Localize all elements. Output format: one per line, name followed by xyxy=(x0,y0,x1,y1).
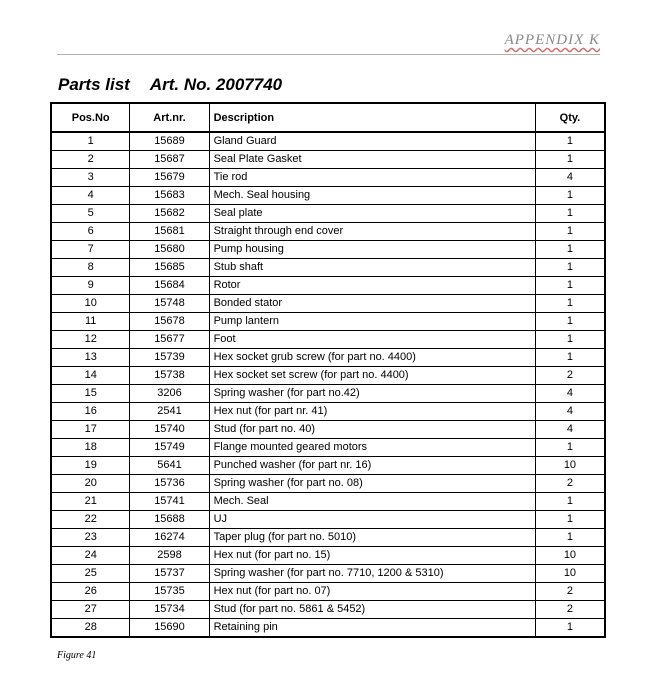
col-header-pos: Pos.No xyxy=(51,103,130,132)
cell-qty: 1 xyxy=(535,349,605,367)
cell-description: Pump lantern xyxy=(209,313,535,331)
cell-qty: 1 xyxy=(535,493,605,511)
page-title xyxy=(58,75,282,95)
cell-description: Hex socket set screw (for part no. 4400) xyxy=(209,367,535,385)
table-row xyxy=(51,457,605,475)
cell-qty: 2 xyxy=(535,367,605,385)
cell-description: Straight through end cover xyxy=(209,223,535,241)
cell-pos: 12 xyxy=(51,331,130,349)
cell-art: 15679 xyxy=(130,169,209,187)
cell-description: Stub shaft xyxy=(209,259,535,277)
cell-description: Seal Plate Gasket xyxy=(209,151,535,169)
table-row xyxy=(51,331,605,349)
cell-art: 15735 xyxy=(130,583,209,601)
cell-pos: 28 xyxy=(51,619,130,638)
cell-qty: 1 xyxy=(535,529,605,547)
cell-art: 15684 xyxy=(130,277,209,295)
table-row xyxy=(51,349,605,367)
table-row xyxy=(51,619,605,638)
cell-art: 16274 xyxy=(130,529,209,547)
cell-pos: 14 xyxy=(51,367,130,385)
cell-description: Stud (for part no. 5861 & 5452) xyxy=(209,601,535,619)
cell-qty: 2 xyxy=(535,475,605,493)
appendix-label: APPENDIX K xyxy=(504,32,600,48)
cell-description: UJ xyxy=(209,511,535,529)
cell-art: 15678 xyxy=(130,313,209,331)
cell-description: Punched washer (for part nr. 16) xyxy=(209,457,535,475)
cell-qty: 4 xyxy=(535,169,605,187)
cell-qty: 1 xyxy=(535,223,605,241)
table-row xyxy=(51,169,605,187)
cell-pos: 2 xyxy=(51,151,130,169)
cell-qty: 1 xyxy=(535,187,605,205)
cell-qty: 1 xyxy=(535,295,605,313)
cell-art: 15738 xyxy=(130,367,209,385)
cell-description: Flange mounted geared motors xyxy=(209,439,535,457)
cell-qty: 1 xyxy=(535,331,605,349)
cell-qty: 1 xyxy=(535,205,605,223)
table-row xyxy=(51,511,605,529)
cell-qty: 10 xyxy=(535,457,605,475)
cell-qty: 1 xyxy=(535,241,605,259)
cell-pos: 9 xyxy=(51,277,130,295)
cell-pos: 19 xyxy=(51,457,130,475)
cell-pos: 20 xyxy=(51,475,130,493)
table-header-row xyxy=(51,103,605,132)
table-row xyxy=(51,421,605,439)
table-row xyxy=(51,241,605,259)
cell-pos: 11 xyxy=(51,313,130,331)
cell-pos: 15 xyxy=(51,385,130,403)
cell-art: 3206 xyxy=(130,385,209,403)
table-row xyxy=(51,187,605,205)
cell-qty: 10 xyxy=(535,565,605,583)
col-header-art: Art.nr. xyxy=(130,103,209,132)
cell-art: 15688 xyxy=(130,511,209,529)
table-row xyxy=(51,151,605,169)
table-row xyxy=(51,493,605,511)
cell-pos: 6 xyxy=(51,223,130,241)
cell-art: 2541 xyxy=(130,403,209,421)
cell-art: 5641 xyxy=(130,457,209,475)
figure-caption: Figure 41 xyxy=(57,650,97,661)
cell-qty: 1 xyxy=(535,313,605,331)
cell-art: 15681 xyxy=(130,223,209,241)
cell-description: Hex socket grub screw (for part no. 4400) xyxy=(209,349,535,367)
cell-pos: 10 xyxy=(51,295,130,313)
cell-pos: 3 xyxy=(51,169,130,187)
table-row xyxy=(51,313,605,331)
cell-description: Pump housing xyxy=(209,241,535,259)
table-row xyxy=(51,439,605,457)
cell-description: Gland Guard xyxy=(209,132,535,151)
cell-description: Hex nut (for part no. 07) xyxy=(209,583,535,601)
table-row xyxy=(51,277,605,295)
cell-art: 15689 xyxy=(130,132,209,151)
cell-pos: 13 xyxy=(51,349,130,367)
cell-pos: 23 xyxy=(51,529,130,547)
cell-qty: 1 xyxy=(535,439,605,457)
parts-table xyxy=(50,102,606,638)
cell-qty: 1 xyxy=(535,277,605,295)
table-row xyxy=(51,475,605,493)
cell-description: Rotor xyxy=(209,277,535,295)
col-header-description: Description xyxy=(209,103,535,132)
table-row xyxy=(51,529,605,547)
table-row xyxy=(51,565,605,583)
cell-art: 15687 xyxy=(130,151,209,169)
cell-pos: 27 xyxy=(51,601,130,619)
col-header-qty: Qty. xyxy=(535,103,605,132)
cell-art: 15741 xyxy=(130,493,209,511)
table-row xyxy=(51,223,605,241)
cell-pos: 21 xyxy=(51,493,130,511)
cell-pos: 16 xyxy=(51,403,130,421)
cell-art: 15682 xyxy=(130,205,209,223)
cell-qty: 1 xyxy=(535,259,605,277)
cell-description: Foot xyxy=(209,331,535,349)
cell-art: 15736 xyxy=(130,475,209,493)
cell-qty: 4 xyxy=(535,385,605,403)
cell-description: Taper plug (for part no. 5010) xyxy=(209,529,535,547)
cell-description: Bonded stator xyxy=(209,295,535,313)
table-row xyxy=(51,367,605,385)
cell-art: 15737 xyxy=(130,565,209,583)
cell-description: Hex nut (for part nr. 41) xyxy=(209,403,535,421)
cell-description: Spring washer (for part no.42) xyxy=(209,385,535,403)
table-row xyxy=(51,403,605,421)
cell-description: Seal plate xyxy=(209,205,535,223)
cell-pos: 22 xyxy=(51,511,130,529)
table-row xyxy=(51,132,605,151)
table-row xyxy=(51,385,605,403)
cell-description: Tie rod xyxy=(209,169,535,187)
table-row xyxy=(51,295,605,313)
cell-pos: 5 xyxy=(51,205,130,223)
cell-pos: 4 xyxy=(51,187,130,205)
cell-art: 2598 xyxy=(130,547,209,565)
cell-pos: 18 xyxy=(51,439,130,457)
cell-art: 15734 xyxy=(130,601,209,619)
title-label: Parts list xyxy=(58,75,130,94)
cell-art: 15683 xyxy=(130,187,209,205)
cell-pos: 25 xyxy=(51,565,130,583)
cell-description: Mech. Seal xyxy=(209,493,535,511)
cell-art: 15680 xyxy=(130,241,209,259)
cell-pos: 8 xyxy=(51,259,130,277)
table-row xyxy=(51,547,605,565)
cell-art: 15677 xyxy=(130,331,209,349)
table-row xyxy=(51,583,605,601)
table-row xyxy=(51,259,605,277)
table-row xyxy=(51,205,605,223)
cell-qty: 2 xyxy=(535,583,605,601)
cell-qty: 1 xyxy=(535,511,605,529)
title-art-number: Art. No. 2007740 xyxy=(149,75,283,94)
cell-pos: 1 xyxy=(51,132,130,151)
cell-description: Mech. Seal housing xyxy=(209,187,535,205)
header-rule xyxy=(57,54,600,55)
cell-description: Stud (for part no. 40) xyxy=(209,421,535,439)
cell-qty: 1 xyxy=(535,151,605,169)
cell-pos: 24 xyxy=(51,547,130,565)
cell-qty: 2 xyxy=(535,601,605,619)
table-row xyxy=(51,601,605,619)
cell-art: 15748 xyxy=(130,295,209,313)
cell-art: 15685 xyxy=(130,259,209,277)
cell-qty: 4 xyxy=(535,421,605,439)
cell-qty: 10 xyxy=(535,547,605,565)
cell-pos: 26 xyxy=(51,583,130,601)
cell-description: Hex nut (for part no. 15) xyxy=(209,547,535,565)
cell-art: 15749 xyxy=(130,439,209,457)
cell-description: Spring washer (for part no. 7710, 1200 & 5310) xyxy=(209,565,535,583)
cell-art: 15740 xyxy=(130,421,209,439)
cell-art: 15739 xyxy=(130,349,209,367)
cell-art: 15690 xyxy=(130,619,209,638)
cell-pos: 17 xyxy=(51,421,130,439)
cell-description: Retaining pin xyxy=(209,619,535,638)
cell-description: Spring washer (for part no. 08) xyxy=(209,475,535,493)
parts-table-body xyxy=(51,132,605,637)
cell-qty: 4 xyxy=(535,403,605,421)
cell-qty: 1 xyxy=(535,619,605,638)
cell-pos: 7 xyxy=(51,241,130,259)
cell-qty: 1 xyxy=(535,132,605,151)
